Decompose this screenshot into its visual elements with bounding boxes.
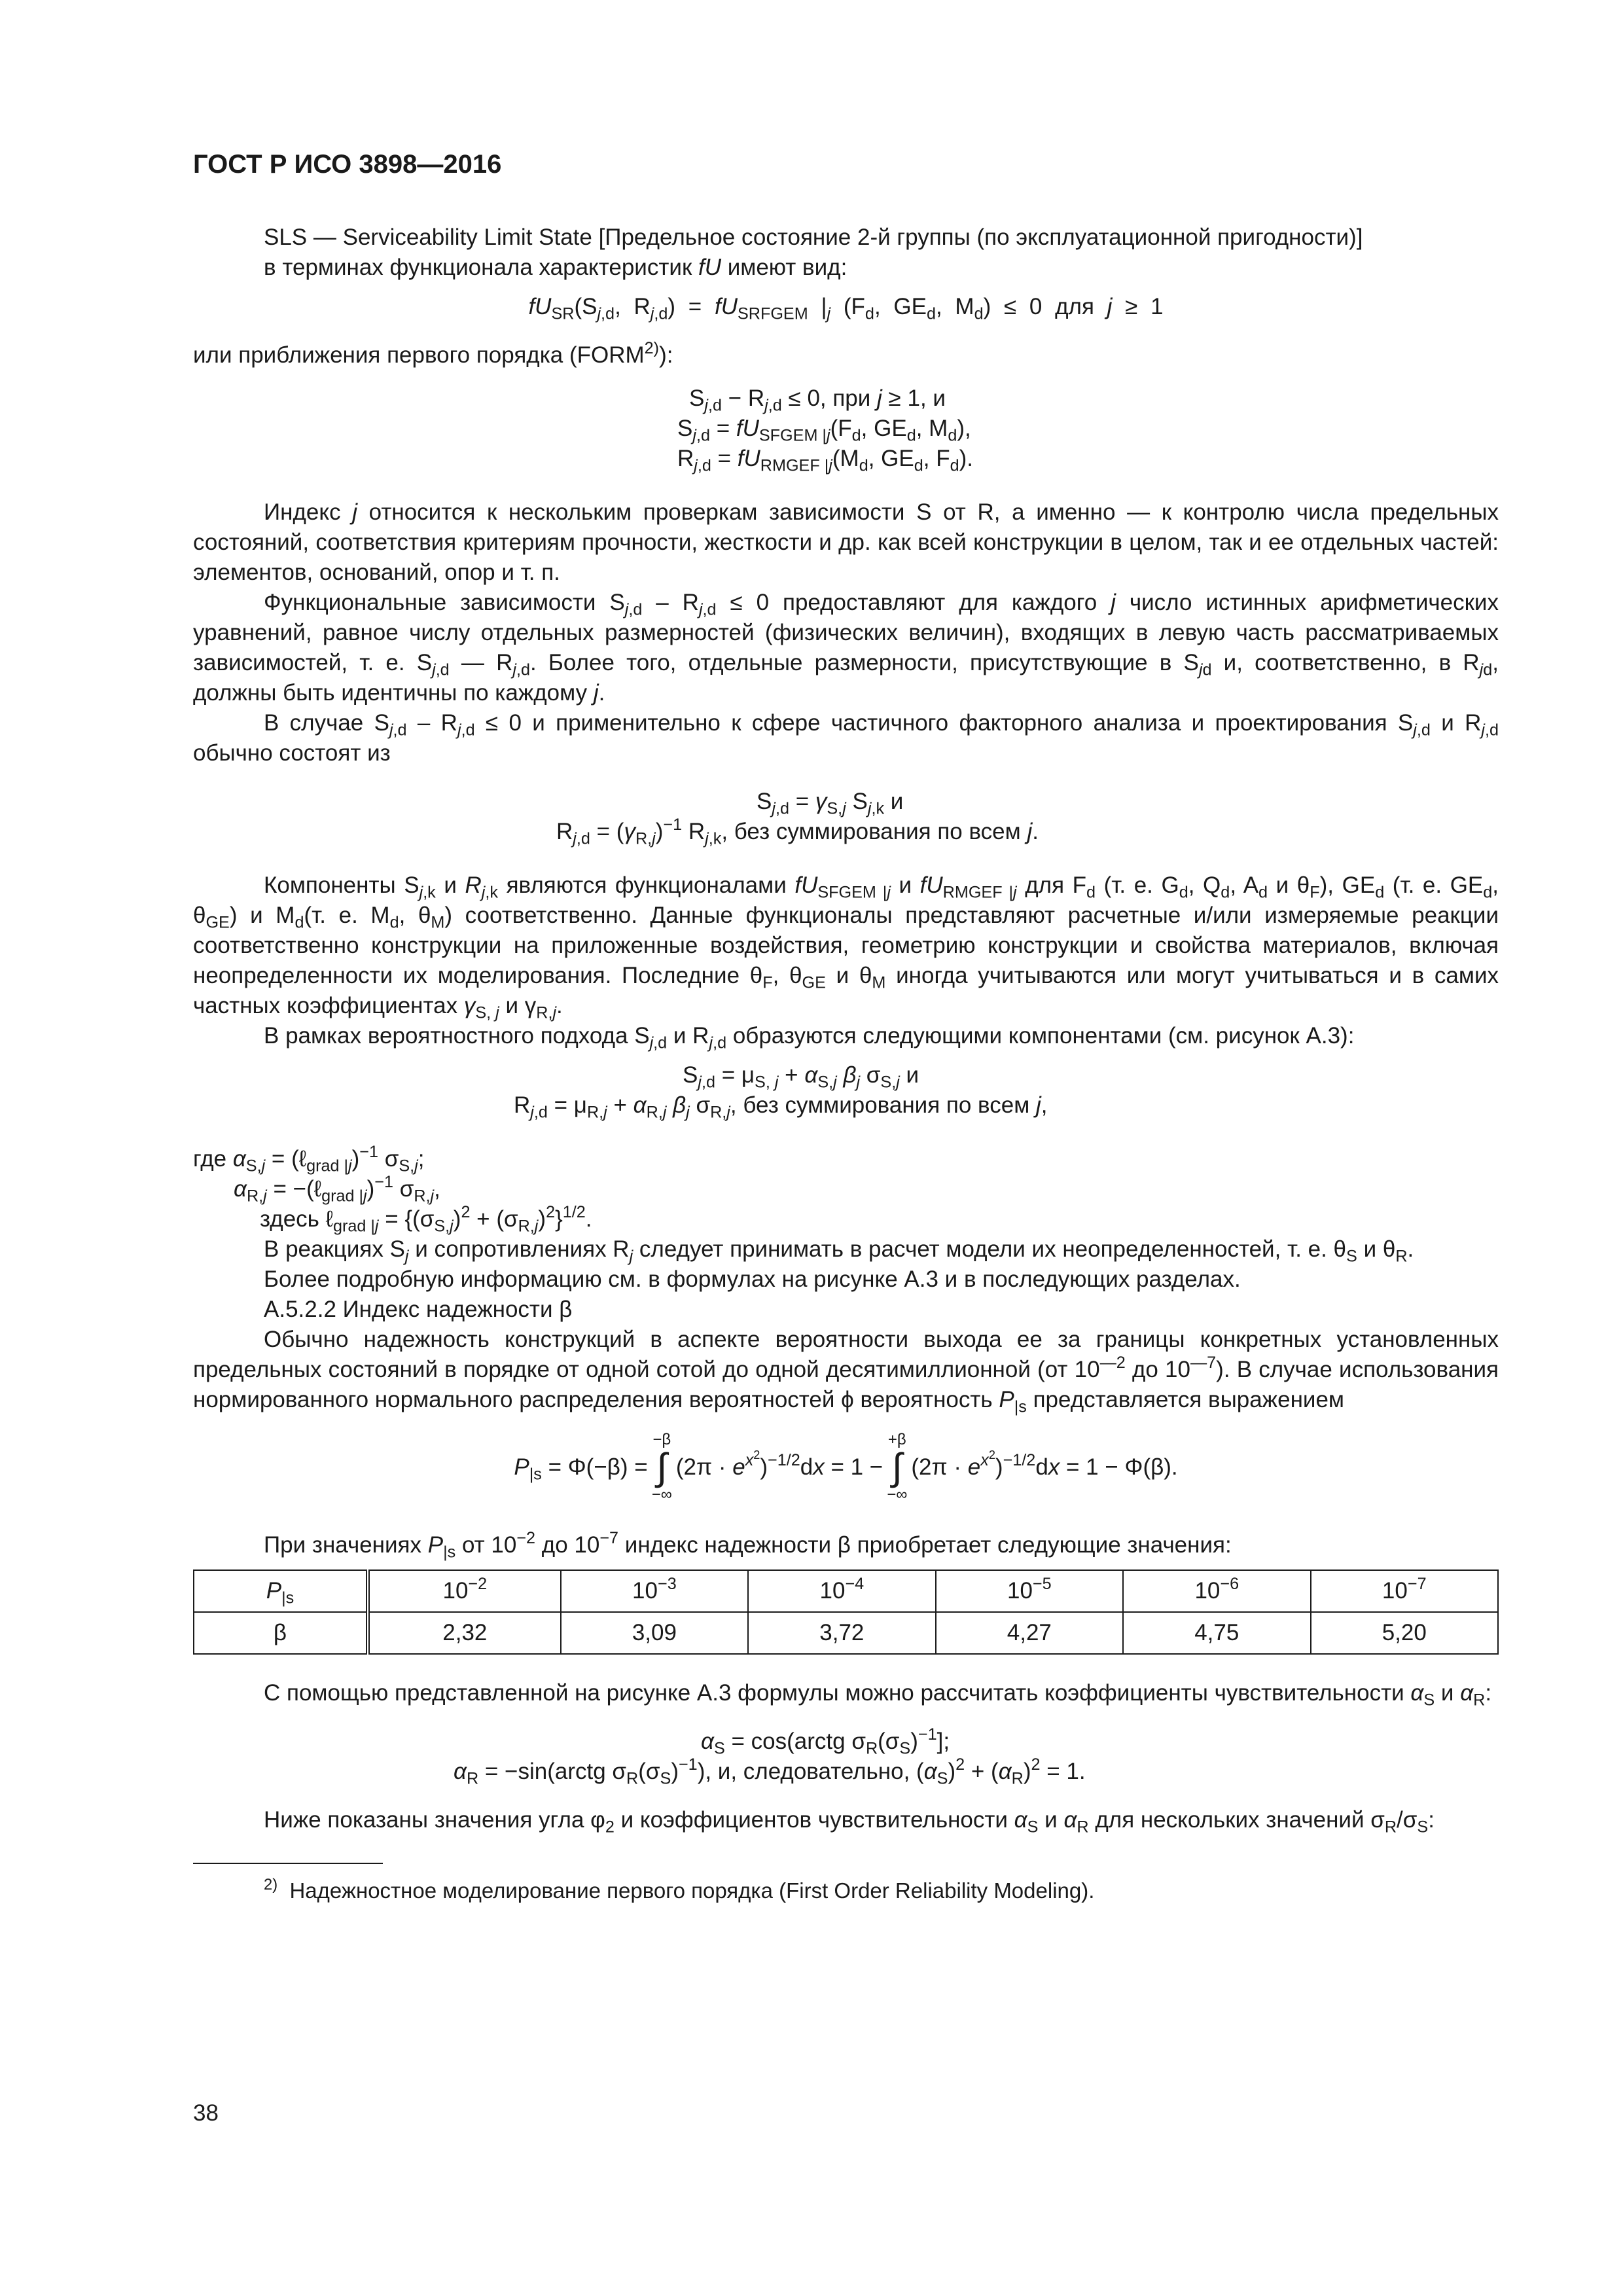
integral-symbol: −β ∫ −∞ (651, 1431, 672, 1503)
table-cell: $10^{-3}$ (561, 1570, 748, 1612)
formula-line: $S_{j,d} = \gamma_{S,j}$ $S_{j,k}$ и (757, 789, 904, 818)
table-row (194, 1570, 1498, 1612)
footnote: $^{2)}$ Надежностное моделирование первого порядка (First Order Reliability Modeling). (264, 1875, 1095, 1903)
where-line: где $\alpha_{S,j}$ = (ℓ$_{grad |j}$)$^{-1}$ $\sigma_{S,j}$; (193, 1143, 425, 1175)
table-cell: $10^{-7}$ (1311, 1570, 1498, 1612)
paragraph-sensitivity: С помощью представленной на рисунке А.3 формулы можно рассчитать коэффициенты чувствительности $\alpha_S$ и $\alpha_R$: (264, 1680, 1492, 1710)
paragraph-index-j: Индекс j относится к нескольким проверкам зависимости S от R, а именно — к контролю числа предельных состояний, соответствия критериям прочности, жесткости и др. как всей конструкции в целом, так и ее отдельных частей: элементов, оснований, опор и т. п. (193, 499, 1499, 585)
table-cell: 5,20 (1311, 1612, 1498, 1654)
table-cell: $10^{-4}$ (748, 1570, 935, 1612)
paragraph-sls: SLS — Serviceability Limit State [Предельное состояние 2-й группы (по эксплуатационной пригодности)] в терминах функционала характеристик fU имеют вид: (264, 224, 1363, 280)
formula-line: $S_{j,d} = \mu_{S, j} + \alpha_{S,j}$ $\beta_j$ $\sigma_{S,j}$ и (683, 1062, 919, 1092)
where-line: здесь ℓ$_{grad |j}$ = $\{(\sigma_{S,j})^2 + (\sigma_{R,j})^2\}^{1/2}$. (260, 1203, 592, 1236)
section-title: А.5.2.2 Индекс надежности β (264, 1297, 573, 1322)
integral-symbol: +β ∫ −∞ (887, 1431, 908, 1503)
formula-line: $S_{j,d} = fU_{SFGEM |j}(F_d$, $GE_d$, $M_d$), (677, 416, 971, 445)
paragraph-functional-dependencies: Функциональные зависимости $S_{j,d} - R_{j,d} \le 0$ предоставляют для каждого j число истинных арифметических уравнений, равное числу отдельных размерностей (физических величин), входящих в левую часть рассматриваемых зависимостей, т. е. $S_{j,d}$ — $R_{j,d}$. Более того, отдельные размерности, присутствующие в $S_{jd}$ и, соответственно, в $R_{jd}$, должны быть идентичны по каждому j. (193, 590, 1499, 706)
paragraph-angle-values: Ниже показаны значения угла $\varphi_2$ и коэффициентов чувствительности $\alpha_S$ и $\alpha_R$ для нескольких значений $\sigma_R/\sigma_S$: (264, 1807, 1435, 1837)
where-block (193, 1144, 1499, 1234)
formula-block-form (677, 384, 1499, 474)
reliability-index-table (193, 1570, 1499, 1655)
formula-integral: $P_{|s} = \Phi(-\beta)$ = −β ∫ −∞ $(2\pi \cdot e^{x^2})^{-1/2}dx = 1$ − +β ∫ −∞ $(2\pi \cdot e^{x^2})^{-1/2}dx = 1 - \Phi(\beta)$. (514, 1431, 1178, 1503)
formula-line: $\alpha_R$ = −sin(arctg $\sigma_R(\sigma_S)^{-1}$), и, следовательно, $(\alpha_S)^2 + (\alpha_R)^2 = 1$. (454, 1755, 1086, 1788)
table-cell: $10^{-5}$ (936, 1570, 1123, 1612)
table-cell: $10^{-6}$ (1123, 1570, 1310, 1612)
table-row (194, 1612, 1498, 1654)
where-line: $\alpha_{R,j}$ = −(ℓ$_{grad |j}$)$^{-1}$ $\sigma_{R,j}$, (234, 1173, 440, 1206)
paragraph-form: или приближения первого порядка (FORM$^{2)}$): (193, 339, 673, 368)
table-cell: 4,75 (1123, 1612, 1310, 1654)
main-content (193, 223, 1499, 1906)
formula-block-gamma (556, 787, 1499, 847)
paragraph-reactions: В реакциях $S_j$ и сопротивлениях $R_j$ следует принимать в расчет модели их неопределенностей, т. е. $\theta_S$ и $\theta_R$. (264, 1236, 1414, 1266)
formula-fu-sr: $fU_{SR}(S_{j,d}$, $R_{j,d}) = fU_{SRFGEM}$ $|_j$ ($F_d$, $GE_d$, $M_d) \le 0$ для j ≥ 1 (528, 294, 1164, 323)
table-cell: $10^{-2}$ (368, 1570, 561, 1612)
table-cell: 3,09 (561, 1612, 748, 1654)
formula-line: $S_{j,d} - R_{j,d} \le 0$, при j ≥ 1, и (689, 386, 946, 415)
table-cell: 3,72 (748, 1612, 935, 1654)
formula-line: $R_{j,d} = (\gamma_{R,j})^{-1}$ $R_{j,k}$, без суммирования по всем j. (556, 816, 1039, 848)
table-cell: 2,32 (368, 1612, 561, 1654)
paragraph-partial-factor: В случае $S_{j,d} - R_{j,d} \le 0$ и применительно к сфере частичного факторного анализа и проектирования $S_{j,d}$ и $R_{j,d}$ обычно состоят из (193, 710, 1499, 766)
table-cell: β (194, 1612, 368, 1654)
paragraph-components: Компоненты $S_{j,k}$ и $R_{j,k}$ являются функционалами $fU_{SFGEM |j}$ и $fU_{RMGEF |j}$ для $F_d$ (т. е. $G_d$, $Q_d$, $A_d$ и $\theta_F$), $GE_d$ (т. е. $GE_d$, $\theta_{GE}$) и $M_d(т$. е. $M_d$, $\theta_M$) соответственно. Данные функционалы представляют расчетные и/или измеряемые реакции соответственно конструкции на приложенные воздействия, геометрию конструкции и свойства материалов, включая неопределенности их моделирования. Последние $\theta_F$, $\theta_{GE}$ и $\theta_M$ иногда учитываются или могут учитываться и в самих частных коэффициентах $\gamma_{S, j}$ и $\gamma_{R,j}$. (193, 872, 1499, 1022)
paragraph-table-intro: При значениях $P_{|s}$ от $10^{-2}$ до $10^{-7}$ индекс надежности β приобретает следующие значения: (264, 1529, 1232, 1562)
page-number: 38 (193, 2100, 219, 2126)
formula-block-alpha (454, 1727, 1499, 1787)
table-cell: $P_{|s}$ (194, 1570, 368, 1612)
paragraph-probabilistic: В рамках вероятностного подхода $S_{j,d}$ и $R_{j,d}$ образуются следующими компонентами (см. рисунок А.3): (264, 1023, 1355, 1052)
table-cell: 4,27 (936, 1612, 1123, 1654)
footnote-divider (193, 1863, 383, 1864)
formula-line: $R_{j,d} = \mu_{R,j} + \alpha_{R,j}$ $\beta_j$ $\sigma_{R,j}$, без суммирования по всем j, (514, 1092, 1048, 1122)
paragraph-more-info: Более подробную информацию см. в формулах на рисунке А.3 и в последующих разделах. (264, 1266, 1241, 1292)
page-header: ГОСТ Р ИСО 3898—2016 (193, 150, 502, 179)
formula-line: $R_{j,d} = fU_{RMGEF |j}(M_d$, $GE_d$, $F_d$). (677, 446, 974, 475)
formula-line: $\alpha_S$ = cos(arctg $\sigma_R(\sigma_S)^{-1}$]; (701, 1725, 950, 1758)
formula-block-mu (514, 1060, 1499, 1121)
paragraph-reliability: Обычно надежность конструкций в аспекте вероятности выхода ее за границы конкретных установленных предельных состояний в порядке от одной сотой до одной десятимиллионной (от $10^{—2}$ до $10^{—7}$). В случае использования нормированного нормального распределения вероятностей ϕ вероятность $P_{|s}$ представляется выражением (193, 1327, 1499, 1416)
